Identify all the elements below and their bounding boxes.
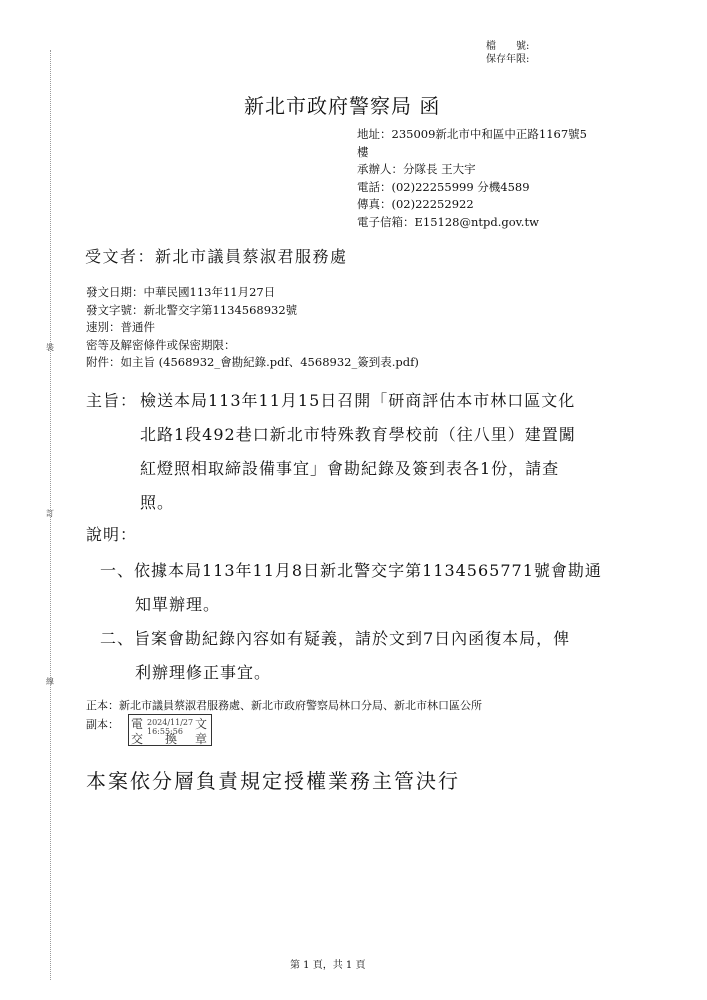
stamp-char: 交 [131,732,144,746]
attachment: 附件：如主旨 (4568932_會勘紀錄.pdf、4568932_簽到表.pdf) [86,355,419,369]
handler: 承辦人：分隊長 王大宇 [357,162,476,176]
subject-line: 檢送本局113年11月15日召開「研商評估本市林口區文化 [140,391,576,410]
file-meta [486,40,529,66]
retention-label: 保存年限: [486,54,530,65]
phone: 電話：(02)22255999 分機4589 [357,179,530,194]
delegation-statement: 本案依分層負責規定授權業務主管決行 [86,769,460,793]
speed-class: 速別：普通件 [86,320,155,334]
dispatch-date: 發文日期：中華民國113年11月27日 [86,285,276,299]
agency-contact-info [357,126,587,231]
address-line-2: 樓 [357,144,369,159]
subject-line: 北路1段492巷口新北市特殊教育學校前（往八里）建置闖 [140,425,576,444]
subject-line: 照。 [140,493,175,512]
binding-mark-bind: 裝 [46,343,54,352]
email: 電子信箱：E15128@ntpd.gov.tw [357,214,539,229]
original-recipients: 正本：新北市議員蔡淑君服務處、新北市政府警察局林口分局、新北市林口區公所 [86,699,482,712]
subject-line: 紅燈照相取締設備事宜」會勘紀錄及簽到表各1份，請查 [140,459,560,478]
explanation-item-2: 二、旨案會勘紀錄內容如有疑義，請於文到7日內函復本局，俾 [100,629,571,648]
address-line-1: 地址：235009新北市中和區中正路1167號5 [357,127,587,141]
explanation-item-2-cont: 利辦理修正事宜。 [135,663,272,682]
stamp-datetime [147,718,193,736]
dispatch-number: 發文字號：新北警交字第1134568932號 [86,302,298,317]
explanation-item-1: 一、依據本局113年11月8日新北警交字第1134565771號會勘通 [100,561,602,580]
recipient: 受文者：新北市議員蔡淑君服務處 [85,247,348,266]
page-number: 第 1 頁，共 1 頁 [290,960,366,971]
explanation-item-1-cont: 知單辦理。 [135,595,221,614]
binding-mark-staple: 訂 [46,509,54,518]
stamp-char: 電 [131,717,144,731]
fax: 傳真：(02)22252922 [357,197,474,211]
dispatch-meta [86,284,419,372]
copy-recipients: 副本： [86,718,119,731]
document-title: 新北市政府警察局 函 [244,94,441,118]
file-number-label: 檔 號: [486,41,530,52]
stamp-date: 2024/11/27 [147,718,194,727]
subject-label: 主旨： [86,391,138,410]
explanation-label: 說明： [86,525,138,544]
stamp-char: 章 [195,732,208,746]
security-class: 密等及解密條件或保密期限： [86,337,236,352]
stamp-char: 換 [165,732,178,746]
stamp-time: 16:55:56 [147,727,183,736]
binding-mark-line: 線 [46,677,54,686]
electronic-exchange-stamp [128,714,212,746]
stamp-char: 文 [195,717,208,731]
